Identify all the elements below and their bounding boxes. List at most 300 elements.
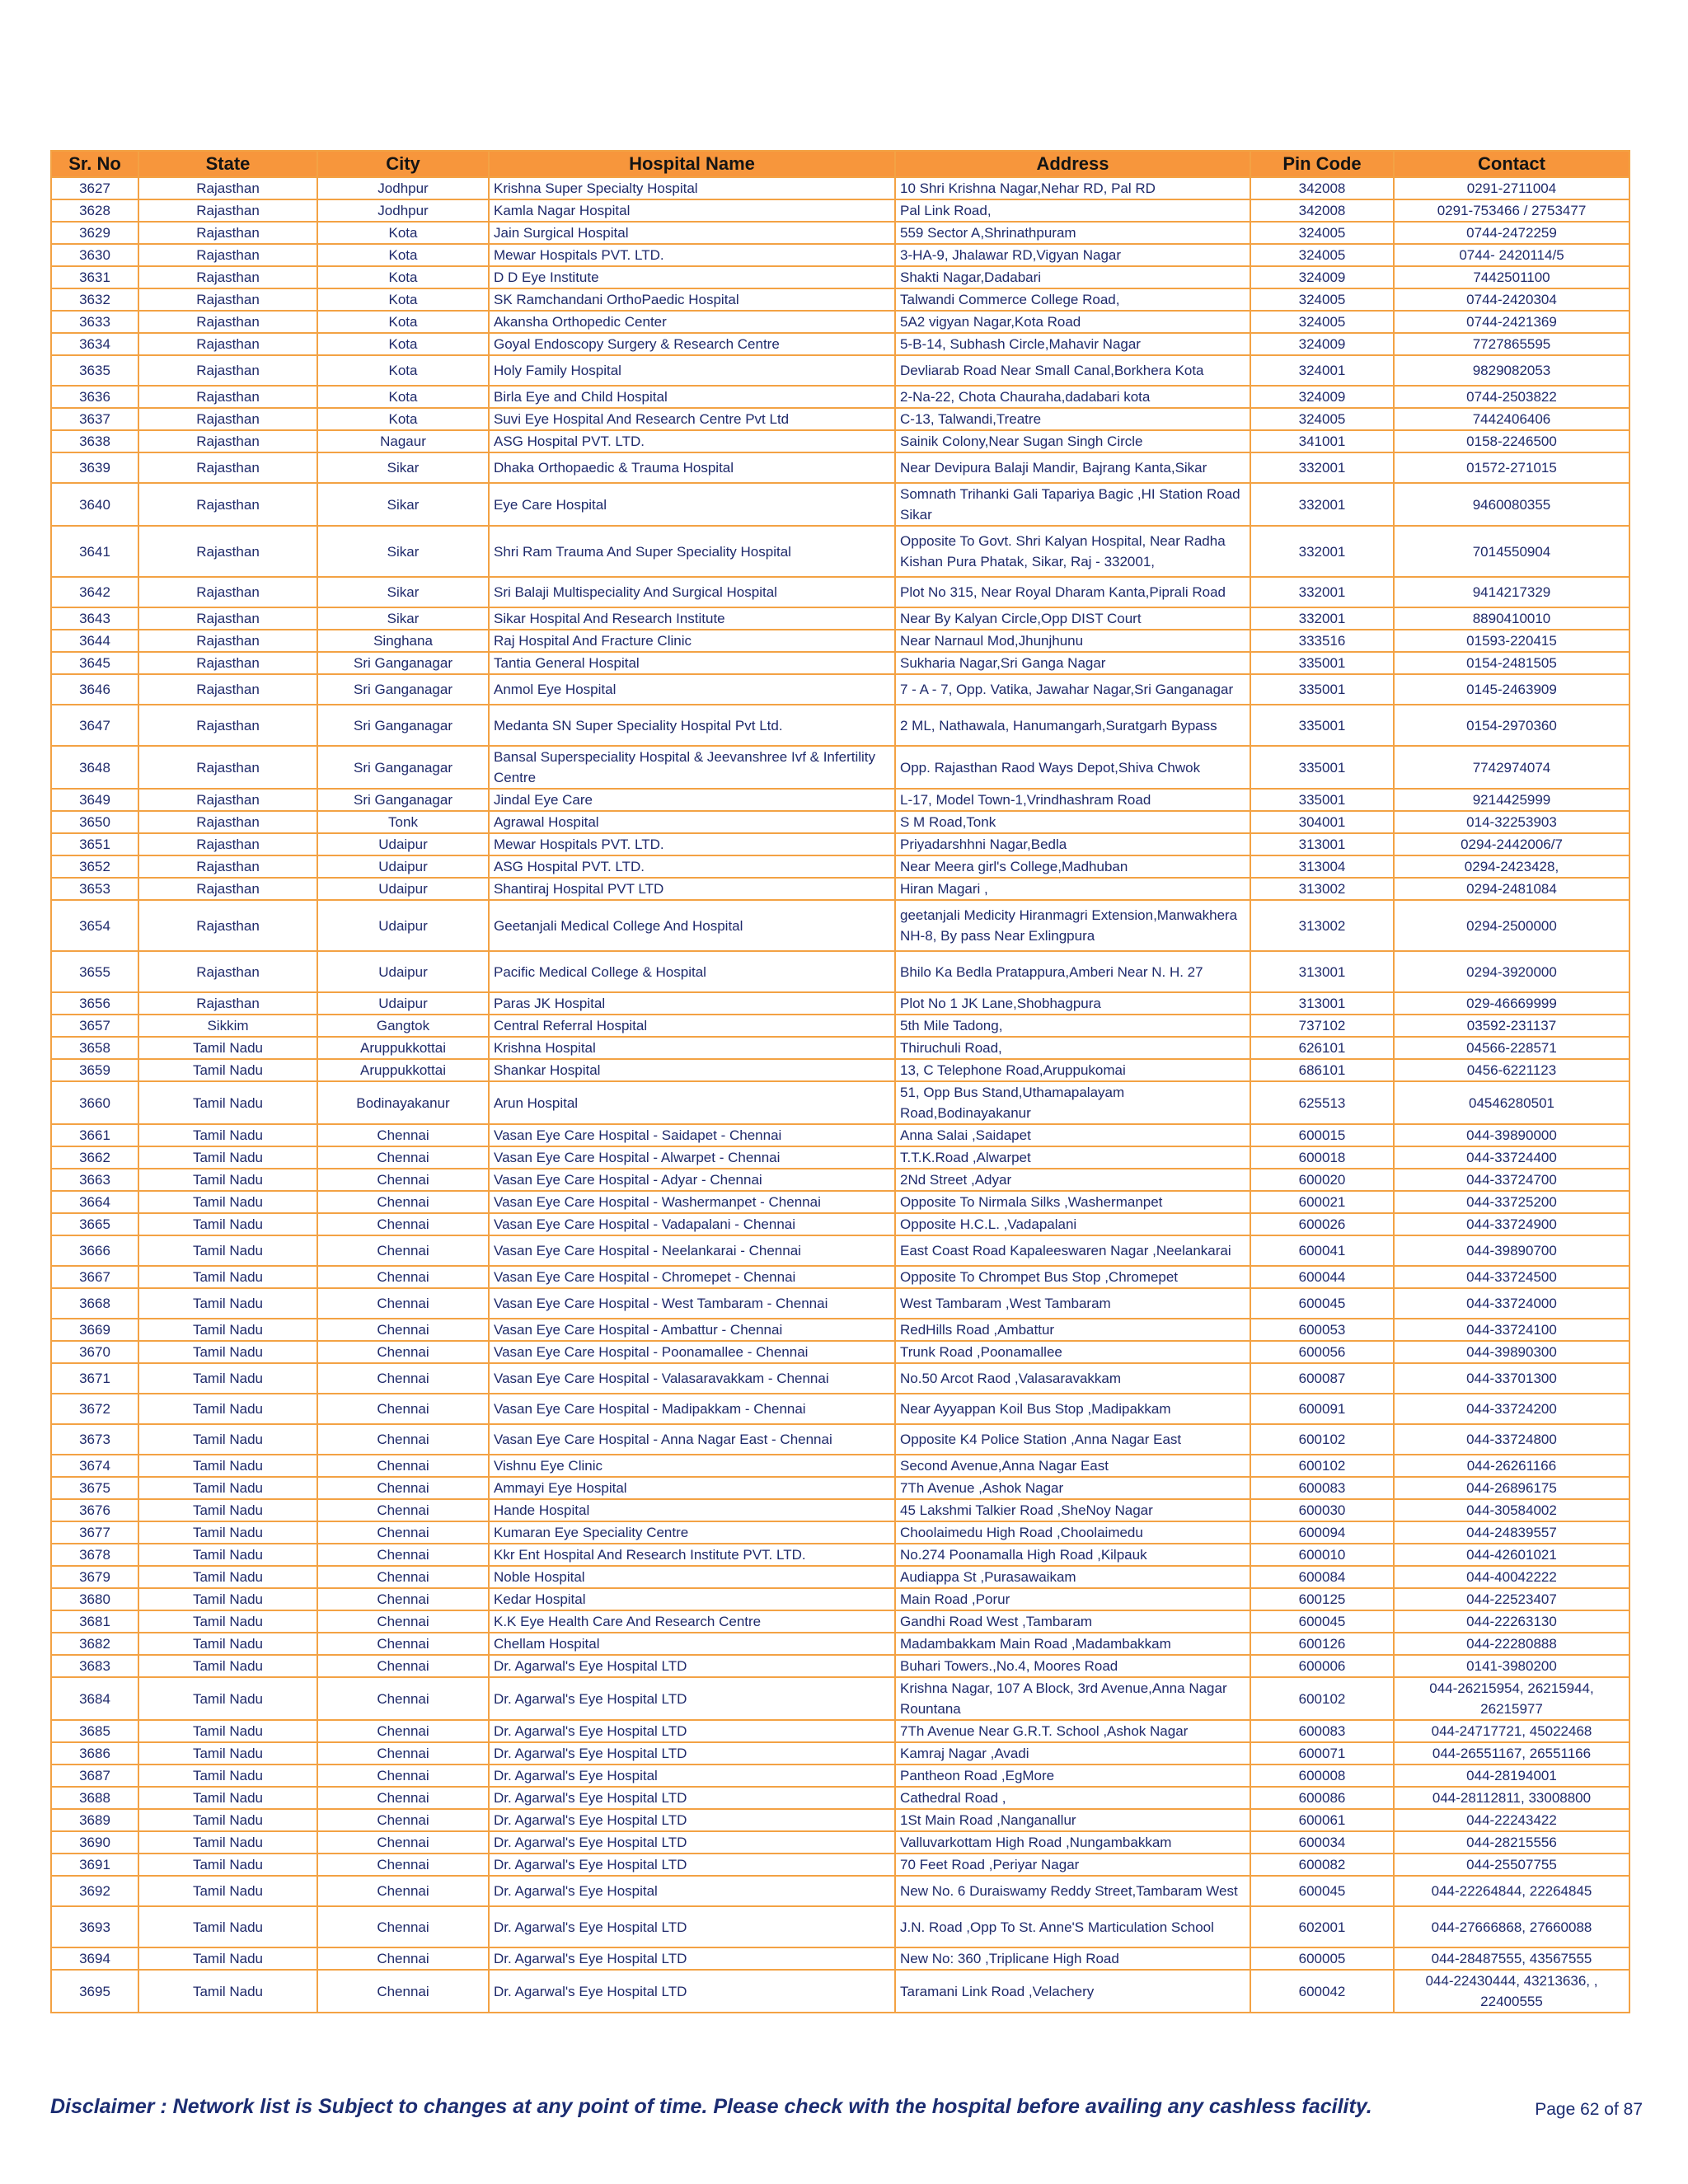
cell-contact: 9829082053 xyxy=(1394,355,1629,386)
table-header-row xyxy=(51,151,1629,177)
cell-address: Opp. Rajasthan Raod Ways Depot,Shiva Chwok xyxy=(895,746,1250,789)
cell-pin-code: 600071 xyxy=(1250,1742,1394,1765)
cell-hospital-name: Central Referral Hospital xyxy=(489,1015,895,1037)
cell-contact: 014-32253903 xyxy=(1394,811,1629,833)
cell-sr-no: 3648 xyxy=(51,746,138,789)
cell-address: Devliarab Road Near Small Canal,Borkhera Kota xyxy=(895,355,1250,386)
cell-state: Tamil Nadu xyxy=(138,1947,317,1970)
cell-address: 559 Sector A,Shrinathpuram xyxy=(895,222,1250,244)
cell-pin-code: 600018 xyxy=(1250,1146,1394,1169)
cell-sr-no: 3658 xyxy=(51,1037,138,1059)
cell-pin-code: 313002 xyxy=(1250,900,1394,951)
cell-city: Bodinayakanur xyxy=(317,1081,489,1124)
cell-state: Rajasthan xyxy=(138,652,317,674)
cell-address: Madambakkam Main Road ,Madambakkam xyxy=(895,1633,1250,1655)
cell-address: East Coast Road Kapaleeswaren Nagar ,Neelankarai xyxy=(895,1235,1250,1266)
table-row xyxy=(51,1288,1629,1319)
cell-pin-code: 600034 xyxy=(1250,1831,1394,1854)
cell-sr-no: 3637 xyxy=(51,408,138,430)
table-row xyxy=(51,1235,1629,1266)
cell-hospital-name: Raj Hospital And Fracture Clinic xyxy=(489,630,895,652)
cell-hospital-name: Vasan Eye Care Hospital - West Tambaram - Chennai xyxy=(489,1288,895,1319)
cell-city: Chennai xyxy=(317,1970,489,2013)
table-row xyxy=(51,900,1629,951)
cell-pin-code: 600042 xyxy=(1250,1970,1394,2013)
cell-address: 10 Shri Krishna Nagar,Nehar RD, Pal RD xyxy=(895,177,1250,199)
cell-contact: 044-28194001 xyxy=(1394,1765,1629,1787)
cell-hospital-name: Dr. Agarwal's Eye Hospital LTD xyxy=(489,1677,895,1720)
cell-address: Kamraj Nagar ,Avadi xyxy=(895,1742,1250,1765)
cell-address: Anna Salai ,Saidapet xyxy=(895,1124,1250,1146)
cell-pin-code: 600125 xyxy=(1250,1588,1394,1610)
disclaimer-text: Disclaimer : Network list is Subject to changes at any point of time. Please check with the hospital before availing any cashless facility. xyxy=(50,2095,1372,2118)
cell-hospital-name: Eye Care Hospital xyxy=(489,483,895,526)
cell-sr-no: 3638 xyxy=(51,430,138,452)
cell-sr-no: 3659 xyxy=(51,1059,138,1081)
cell-sr-no: 3649 xyxy=(51,789,138,811)
cell-state: Tamil Nadu xyxy=(138,1742,317,1765)
cell-hospital-name: Vishnu Eye Clinic xyxy=(489,1455,895,1477)
cell-contact: 044-22264844, 22264845 xyxy=(1394,1876,1629,1906)
cell-state: Tamil Nadu xyxy=(138,1235,317,1266)
cell-address: Opposite To Chrompet Bus Stop ,Chromepet xyxy=(895,1266,1250,1288)
cell-city: Chennai xyxy=(317,1455,489,1477)
table-row xyxy=(51,1499,1629,1521)
table-row xyxy=(51,1363,1629,1394)
cell-state: Tamil Nadu xyxy=(138,1169,317,1191)
cell-pin-code: 600056 xyxy=(1250,1341,1394,1363)
cell-address: New No: 360 ,Triplicane High Road xyxy=(895,1947,1250,1970)
cell-pin-code: 600045 xyxy=(1250,1876,1394,1906)
cell-address: Plot No 1 JK Lane,Shobhagpura xyxy=(895,992,1250,1015)
cell-sr-no: 3651 xyxy=(51,833,138,855)
table-row xyxy=(51,1037,1629,1059)
cell-pin-code: 335001 xyxy=(1250,652,1394,674)
cell-address: New No. 6 Duraiswamy Reddy Street,Tambaram West xyxy=(895,1876,1250,1906)
table-row xyxy=(51,222,1629,244)
cell-pin-code: 600021 xyxy=(1250,1191,1394,1213)
cell-contact: 0291-753466 / 2753477 xyxy=(1394,199,1629,222)
table-row xyxy=(51,833,1629,855)
cell-state: Rajasthan xyxy=(138,222,317,244)
cell-hospital-name: Akansha Orthopedic Center xyxy=(489,311,895,333)
cell-sr-no: 3646 xyxy=(51,674,138,705)
table-row xyxy=(51,1588,1629,1610)
cell-city: Chennai xyxy=(317,1876,489,1906)
cell-pin-code: 304001 xyxy=(1250,811,1394,833)
table-row xyxy=(51,452,1629,483)
cell-contact: 04566-228571 xyxy=(1394,1037,1629,1059)
cell-hospital-name: Dr. Agarwal's Eye Hospital LTD xyxy=(489,1742,895,1765)
cell-city: Chennai xyxy=(317,1363,489,1394)
cell-address: Hiran Magari , xyxy=(895,878,1250,900)
cell-contact: 0744-2472259 xyxy=(1394,222,1629,244)
cell-sr-no: 3641 xyxy=(51,526,138,577)
table-row xyxy=(51,1655,1629,1677)
cell-sr-no: 3693 xyxy=(51,1906,138,1947)
cell-city: Chennai xyxy=(317,1394,489,1424)
cell-contact: 044-28487555, 43567555 xyxy=(1394,1947,1629,1970)
cell-pin-code: 600006 xyxy=(1250,1655,1394,1677)
table-row xyxy=(51,483,1629,526)
cell-sr-no: 3681 xyxy=(51,1610,138,1633)
cell-pin-code: 600084 xyxy=(1250,1566,1394,1588)
cell-address: 5A2 vigyan Nagar,Kota Road xyxy=(895,311,1250,333)
cell-hospital-name: D D Eye Institute xyxy=(489,266,895,288)
cell-hospital-name: Vasan Eye Care Hospital - Alwarpet - Chennai xyxy=(489,1146,895,1169)
cell-contact: 029-46669999 xyxy=(1394,992,1629,1015)
cell-state: Rajasthan xyxy=(138,833,317,855)
page-number: Page 62 of 87 xyxy=(1535,2100,1643,2119)
cell-hospital-name: Geetanjali Medical College And Hospital xyxy=(489,900,895,951)
cell-pin-code: 324009 xyxy=(1250,333,1394,355)
cell-contact: 044-39890700 xyxy=(1394,1235,1629,1266)
cell-sr-no: 3630 xyxy=(51,244,138,266)
table-row xyxy=(51,526,1629,577)
cell-hospital-name: Suvi Eye Hospital And Research Centre Pvt Ltd xyxy=(489,408,895,430)
cell-contact: 044-26261166 xyxy=(1394,1455,1629,1477)
cell-pin-code: 600126 xyxy=(1250,1633,1394,1655)
cell-sr-no: 3672 xyxy=(51,1394,138,1424)
table-row xyxy=(51,1191,1629,1213)
cell-sr-no: 3668 xyxy=(51,1288,138,1319)
table-row xyxy=(51,177,1629,199)
cell-contact: 0294-2442006/7 xyxy=(1394,833,1629,855)
cell-city: Udaipur xyxy=(317,833,489,855)
cell-city: Udaipur xyxy=(317,878,489,900)
cell-pin-code: 324001 xyxy=(1250,355,1394,386)
cell-sr-no: 3678 xyxy=(51,1544,138,1566)
hospital-network-table-container xyxy=(50,150,1629,2013)
cell-city: Kota xyxy=(317,288,489,311)
cell-sr-no: 3654 xyxy=(51,900,138,951)
cell-contact: 044-24839557 xyxy=(1394,1521,1629,1544)
cell-address: 1St Main Road ,Nanganallur xyxy=(895,1809,1250,1831)
cell-sr-no: 3685 xyxy=(51,1720,138,1742)
table-row xyxy=(51,1394,1629,1424)
cell-city: Chennai xyxy=(317,1235,489,1266)
cell-pin-code: 600041 xyxy=(1250,1235,1394,1266)
cell-state: Rajasthan xyxy=(138,526,317,577)
cell-address: 2-Na-22, Chota Chauraha,dadabari kota xyxy=(895,386,1250,408)
cell-address: Opposite K4 Police Station ,Anna Nagar East xyxy=(895,1424,1250,1455)
cell-address: Taramani Link Road ,Velachery xyxy=(895,1970,1250,2013)
cell-contact: 7014550904 xyxy=(1394,526,1629,577)
table-row xyxy=(51,1765,1629,1787)
cell-contact: 0154-2481505 xyxy=(1394,652,1629,674)
cell-sr-no: 3683 xyxy=(51,1655,138,1677)
cell-hospital-name: Kamla Nagar Hospital xyxy=(489,199,895,222)
cell-pin-code: 324009 xyxy=(1250,266,1394,288)
cell-state: Rajasthan xyxy=(138,630,317,652)
cell-sr-no: 3642 xyxy=(51,577,138,607)
table-row xyxy=(51,288,1629,311)
cell-state: Rajasthan xyxy=(138,607,317,630)
cell-sr-no: 3692 xyxy=(51,1876,138,1906)
cell-sr-no: 3671 xyxy=(51,1363,138,1394)
cell-hospital-name: Birla Eye and Child Hospital xyxy=(489,386,895,408)
cell-state: Tamil Nadu xyxy=(138,1876,317,1906)
cell-address: T.T.K.Road ,Alwarpet xyxy=(895,1146,1250,1169)
cell-contact: 0744-2421369 xyxy=(1394,311,1629,333)
cell-pin-code: 600094 xyxy=(1250,1521,1394,1544)
cell-hospital-name: Vasan Eye Care Hospital - Adyar - Chennai xyxy=(489,1169,895,1191)
table-row xyxy=(51,1213,1629,1235)
cell-pin-code: 313001 xyxy=(1250,992,1394,1015)
cell-contact: 0294-3920000 xyxy=(1394,951,1629,992)
header-state: State xyxy=(138,151,317,177)
table-row xyxy=(51,244,1629,266)
cell-pin-code: 600102 xyxy=(1250,1677,1394,1720)
cell-city: Chennai xyxy=(317,1831,489,1854)
cell-city: Chennai xyxy=(317,1319,489,1341)
cell-state: Sikkim xyxy=(138,1015,317,1037)
cell-pin-code: 600010 xyxy=(1250,1544,1394,1566)
cell-state: Rajasthan xyxy=(138,900,317,951)
cell-address: RedHills Road ,Ambattur xyxy=(895,1319,1250,1341)
cell-contact: 0744- 2420114/5 xyxy=(1394,244,1629,266)
cell-state: Tamil Nadu xyxy=(138,1213,317,1235)
cell-state: Tamil Nadu xyxy=(138,1854,317,1876)
cell-contact: 044-33701300 xyxy=(1394,1363,1629,1394)
cell-hospital-name: Chellam Hospital xyxy=(489,1633,895,1655)
cell-pin-code: 324005 xyxy=(1250,408,1394,430)
cell-state: Rajasthan xyxy=(138,311,317,333)
cell-city: Chennai xyxy=(317,1288,489,1319)
cell-hospital-name: Anmol Eye Hospital xyxy=(489,674,895,705)
cell-address: L-17, Model Town-1,Vrindhashram Road xyxy=(895,789,1250,811)
cell-address: S M Road,Tonk xyxy=(895,811,1250,833)
table-row xyxy=(51,992,1629,1015)
table-row xyxy=(51,1124,1629,1146)
cell-sr-no: 3657 xyxy=(51,1015,138,1037)
cell-state: Rajasthan xyxy=(138,878,317,900)
cell-address: Opposite H.C.L. ,Vadapalani xyxy=(895,1213,1250,1235)
cell-city: Jodhpur xyxy=(317,199,489,222)
cell-address: Plot No 315, Near Royal Dharam Kanta,Piprali Road xyxy=(895,577,1250,607)
cell-hospital-name: Dr. Agarwal's Eye Hospital LTD xyxy=(489,1906,895,1947)
cell-city: Aruppukkottai xyxy=(317,1037,489,1059)
table-row xyxy=(51,266,1629,288)
header-hospital-name: Hospital Name xyxy=(489,151,895,177)
cell-pin-code: 324005 xyxy=(1250,288,1394,311)
cell-state: Rajasthan xyxy=(138,992,317,1015)
table-row xyxy=(51,386,1629,408)
cell-hospital-name: ASG Hospital PVT. LTD. xyxy=(489,430,895,452)
header-pin-code: Pin Code xyxy=(1250,151,1394,177)
cell-contact: 044-28215556 xyxy=(1394,1831,1629,1854)
cell-sr-no: 3664 xyxy=(51,1191,138,1213)
cell-city: Jodhpur xyxy=(317,177,489,199)
table-row xyxy=(51,1720,1629,1742)
header-address: Address xyxy=(895,151,1250,177)
cell-sr-no: 3629 xyxy=(51,222,138,244)
cell-sr-no: 3634 xyxy=(51,333,138,355)
cell-city: Chennai xyxy=(317,1610,489,1633)
cell-contact: 044-33724800 xyxy=(1394,1424,1629,1455)
cell-hospital-name: Mewar Hospitals PVT. LTD. xyxy=(489,833,895,855)
cell-pin-code: 600083 xyxy=(1250,1477,1394,1499)
cell-contact: 044-24717721, 45022468 xyxy=(1394,1720,1629,1742)
table-row xyxy=(51,674,1629,705)
cell-city: Sri Ganganagar xyxy=(317,746,489,789)
cell-contact: 01572-271015 xyxy=(1394,452,1629,483)
cell-state: Tamil Nadu xyxy=(138,1059,317,1081)
cell-sr-no: 3688 xyxy=(51,1787,138,1809)
cell-contact: 044-22430444, 43213636, , 22400555 xyxy=(1394,1970,1629,2013)
cell-sr-no: 3680 xyxy=(51,1588,138,1610)
cell-pin-code: 332001 xyxy=(1250,483,1394,526)
cell-city: Chennai xyxy=(317,1787,489,1809)
cell-address: Near Ayyappan Koil Bus Stop ,Madipakkam xyxy=(895,1394,1250,1424)
cell-contact: 044-22263130 xyxy=(1394,1610,1629,1633)
cell-city: Singhana xyxy=(317,630,489,652)
cell-pin-code: 600083 xyxy=(1250,1720,1394,1742)
cell-pin-code: 332001 xyxy=(1250,607,1394,630)
cell-address: Audiappa St ,Purasawaikam xyxy=(895,1566,1250,1588)
cell-pin-code: 313001 xyxy=(1250,833,1394,855)
cell-contact: 9460080355 xyxy=(1394,483,1629,526)
cell-address: 5th Mile Tadong, xyxy=(895,1015,1250,1037)
cell-pin-code: 332001 xyxy=(1250,452,1394,483)
cell-contact: 03592-231137 xyxy=(1394,1015,1629,1037)
cell-address: 13, C Telephone Road,Aruppukomai xyxy=(895,1059,1250,1081)
cell-pin-code: 600045 xyxy=(1250,1288,1394,1319)
cell-state: Tamil Nadu xyxy=(138,1566,317,1588)
cell-contact: 044-28112811, 33008800 xyxy=(1394,1787,1629,1809)
cell-state: Tamil Nadu xyxy=(138,1499,317,1521)
cell-state: Rajasthan xyxy=(138,674,317,705)
cell-hospital-name: Shri Ram Trauma And Super Speciality Hospital xyxy=(489,526,895,577)
cell-hospital-name: Vasan Eye Care Hospital - Vadapalani - Chennai xyxy=(489,1213,895,1235)
table-row xyxy=(51,408,1629,430)
cell-state: Rajasthan xyxy=(138,746,317,789)
cell-city: Chennai xyxy=(317,1720,489,1742)
cell-pin-code: 626101 xyxy=(1250,1037,1394,1059)
cell-pin-code: 332001 xyxy=(1250,526,1394,577)
cell-contact: 0744-2503822 xyxy=(1394,386,1629,408)
cell-state: Tamil Nadu xyxy=(138,1266,317,1288)
cell-city: Chennai xyxy=(317,1424,489,1455)
cell-address: Talwandi Commerce College Road, xyxy=(895,288,1250,311)
cell-sr-no: 3643 xyxy=(51,607,138,630)
cell-hospital-name: Vasan Eye Care Hospital - Neelankarai - Chennai xyxy=(489,1235,895,1266)
cell-address: West Tambaram ,West Tambaram xyxy=(895,1288,1250,1319)
table-row xyxy=(51,1742,1629,1765)
cell-sr-no: 3674 xyxy=(51,1455,138,1477)
cell-sr-no: 3687 xyxy=(51,1765,138,1787)
cell-sr-no: 3673 xyxy=(51,1424,138,1455)
cell-hospital-name: Dr. Agarwal's Eye Hospital xyxy=(489,1765,895,1787)
cell-pin-code: 313001 xyxy=(1250,951,1394,992)
cell-city: Chennai xyxy=(317,1655,489,1677)
cell-sr-no: 3686 xyxy=(51,1742,138,1765)
cell-sr-no: 3661 xyxy=(51,1124,138,1146)
cell-city: Chennai xyxy=(317,1146,489,1169)
cell-address: Near By Kalyan Circle,Opp DIST Court xyxy=(895,607,1250,630)
cell-sr-no: 3682 xyxy=(51,1633,138,1655)
cell-hospital-name: Arun Hospital xyxy=(489,1081,895,1124)
cell-state: Rajasthan xyxy=(138,789,317,811)
cell-hospital-name: Dr. Agarwal's Eye Hospital LTD xyxy=(489,1787,895,1809)
table-row xyxy=(51,746,1629,789)
cell-pin-code: 324005 xyxy=(1250,222,1394,244)
cell-pin-code: 332001 xyxy=(1250,577,1394,607)
cell-pin-code: 600086 xyxy=(1250,1787,1394,1809)
cell-hospital-name: Goyal Endoscopy Surgery & Research Centre xyxy=(489,333,895,355)
cell-state: Rajasthan xyxy=(138,951,317,992)
cell-contact: 0294-2481084 xyxy=(1394,878,1629,900)
cell-city: Chennai xyxy=(317,1213,489,1235)
cell-state: Tamil Nadu xyxy=(138,1610,317,1633)
cell-pin-code: 335001 xyxy=(1250,674,1394,705)
cell-state: Rajasthan xyxy=(138,199,317,222)
cell-pin-code: 313002 xyxy=(1250,878,1394,900)
cell-city: Kota xyxy=(317,222,489,244)
cell-pin-code: 602001 xyxy=(1250,1906,1394,1947)
table-row xyxy=(51,1015,1629,1037)
cell-city: Chennai xyxy=(317,1521,489,1544)
cell-state: Tamil Nadu xyxy=(138,1191,317,1213)
cell-contact: 044-30584002 xyxy=(1394,1499,1629,1521)
cell-hospital-name: Dr. Agarwal's Eye Hospital LTD xyxy=(489,1831,895,1854)
cell-pin-code: 600008 xyxy=(1250,1765,1394,1787)
cell-pin-code: 600030 xyxy=(1250,1499,1394,1521)
cell-state: Tamil Nadu xyxy=(138,1319,317,1341)
cell-pin-code: 313004 xyxy=(1250,855,1394,878)
cell-hospital-name: Kumaran Eye Speciality Centre xyxy=(489,1521,895,1544)
cell-city: Aruppukkottai xyxy=(317,1059,489,1081)
cell-sr-no: 3653 xyxy=(51,878,138,900)
cell-address: Somnath Trihanki Gali Tapariya Bagic ,HI Station Road Sikar xyxy=(895,483,1250,526)
table-row xyxy=(51,1610,1629,1633)
cell-pin-code: 600045 xyxy=(1250,1610,1394,1633)
cell-state: Tamil Nadu xyxy=(138,1677,317,1720)
cell-address: Buhari Towers.,No.4, Moores Road xyxy=(895,1655,1250,1677)
cell-city: Gangtok xyxy=(317,1015,489,1037)
cell-contact: 044-33724000 xyxy=(1394,1288,1629,1319)
table-row xyxy=(51,1906,1629,1947)
header-sr-no: Sr. No xyxy=(51,151,138,177)
cell-contact: 044-39890300 xyxy=(1394,1341,1629,1363)
cell-contact: 044-26896175 xyxy=(1394,1477,1629,1499)
cell-city: Chennai xyxy=(317,1124,489,1146)
cell-contact: 7442501100 xyxy=(1394,266,1629,288)
cell-hospital-name: Krishna Super Specialty Hospital xyxy=(489,177,895,199)
cell-contact: 01593-220415 xyxy=(1394,630,1629,652)
cell-address: Cathedral Road , xyxy=(895,1787,1250,1809)
cell-city: Tonk xyxy=(317,811,489,833)
cell-pin-code: 341001 xyxy=(1250,430,1394,452)
table-row xyxy=(51,1787,1629,1809)
table-row xyxy=(51,1081,1629,1124)
cell-pin-code: 600102 xyxy=(1250,1424,1394,1455)
cell-sr-no: 3644 xyxy=(51,630,138,652)
cell-hospital-name: Dhaka Orthopaedic & Trauma Hospital xyxy=(489,452,895,483)
cell-pin-code: 600026 xyxy=(1250,1213,1394,1235)
cell-hospital-name: Vasan Eye Care Hospital - Chromepet - Chennai xyxy=(489,1266,895,1288)
cell-contact: 044-33724200 xyxy=(1394,1394,1629,1424)
cell-city: Udaipur xyxy=(317,992,489,1015)
cell-state: Tamil Nadu xyxy=(138,1477,317,1499)
table-row xyxy=(51,878,1629,900)
cell-address: Opposite To Nirmala Silks ,Washermanpet xyxy=(895,1191,1250,1213)
table-row xyxy=(51,1059,1629,1081)
table-row xyxy=(51,951,1629,992)
cell-contact: 044-39890000 xyxy=(1394,1124,1629,1146)
cell-hospital-name: Shankar Hospital xyxy=(489,1059,895,1081)
table-row xyxy=(51,811,1629,833)
